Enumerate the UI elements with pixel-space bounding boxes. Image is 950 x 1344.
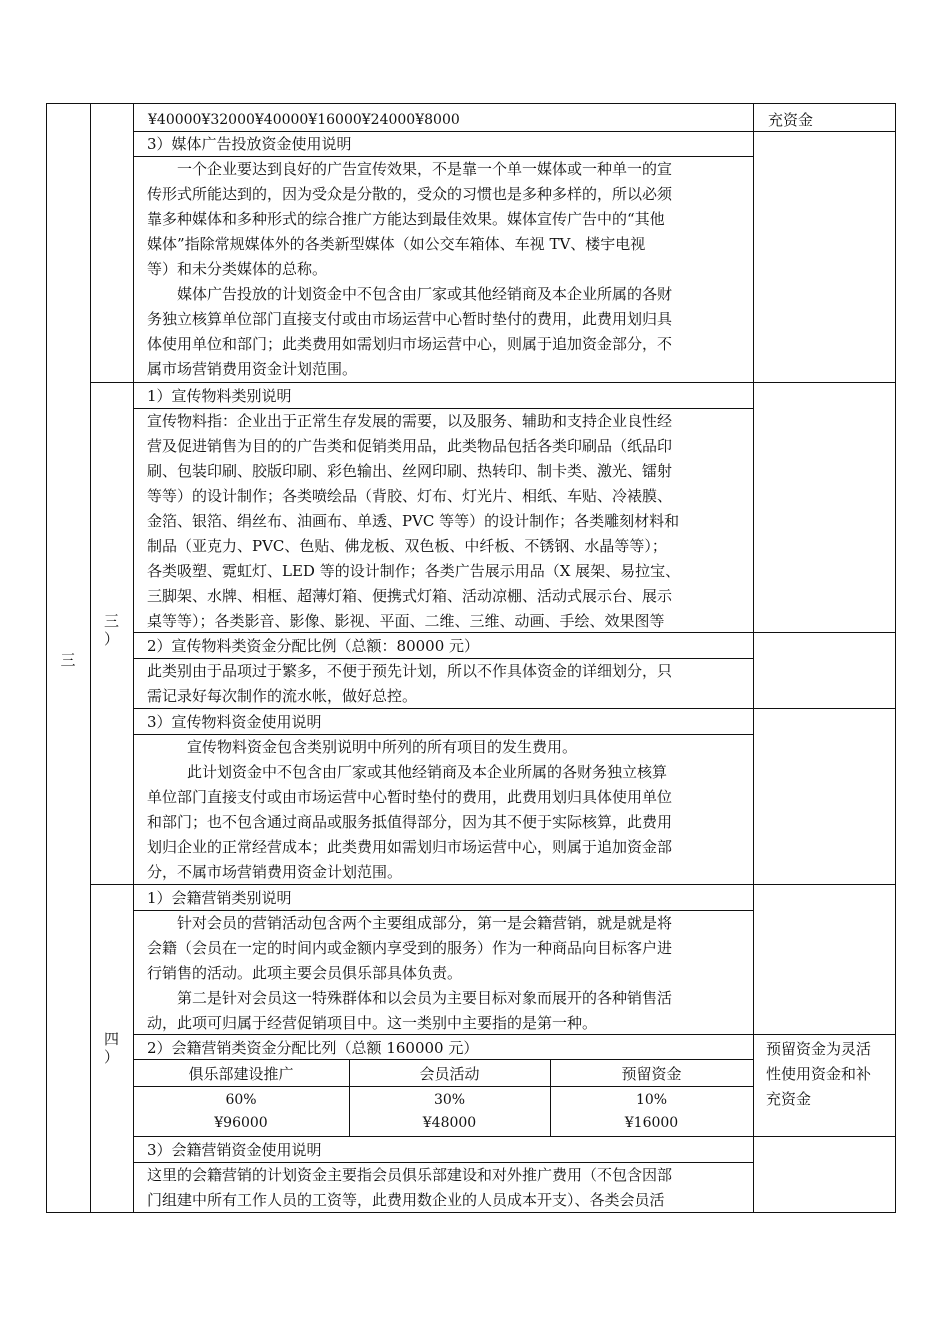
paragraph-block	[147, 409, 680, 634]
text-line: 此类别由于品项过于繁多，不便于预先计划，所以不作具体资金的详细划分，只	[147, 662, 673, 680]
text-line: 会籍（会员在一定的时间内或金额内享受到的服务）作为一种商品向目标客户进	[147, 939, 673, 957]
remark-line: 充资金	[766, 1090, 812, 1108]
subtable-percent: 10%	[635, 1092, 668, 1108]
section-heading: 1）宣传物料类别说明	[147, 387, 292, 405]
text-line: 针对会员的营销活动包含两个主要组成部分，第一是会籍营销，就是就是将	[177, 914, 673, 932]
section-4-label	[90, 1030, 133, 1066]
label-char: 三 ）	[103, 612, 119, 648]
subtable-amount: ¥48000	[422, 1115, 477, 1131]
text-line: 单位部门直接支付或由市场运营中心暂时垫付的费用，此费用划归具体使用单位	[147, 788, 673, 806]
subtable-header: 预留资金	[621, 1065, 682, 1083]
remark-block	[766, 1037, 871, 1112]
section-heading: 3）宣传物料资金使用说明	[147, 713, 322, 731]
paragraph-block	[147, 1163, 672, 1213]
remark-line: 预留资金为灵活	[766, 1040, 872, 1058]
text-line: 分，不属市场营销费用资金计划范围。	[147, 863, 403, 881]
text-line: 刷、包装印刷、胶版印刷、彩色输出、丝网印刷、热转印、制卡类、激光、镭射	[147, 462, 673, 480]
row-divider	[133, 1136, 896, 1137]
paragraph-block	[147, 735, 672, 885]
remark-fragment: 充资金	[768, 111, 814, 129]
text-line: 等等）的设计制作；各类喷绘品（背胶、灯布、灯光片、相纸、车贴、冷裱膜、	[147, 487, 673, 505]
subtable-percent: 60%	[225, 1092, 257, 1108]
outer-section-label: 三	[60, 651, 76, 669]
text-line: 这里的会籍营销的计划资金主要指会员俱乐部建设和对外推广费用（不包含因部	[147, 1166, 673, 1184]
text-line: 和部门；也不包含通过商品或服务抵值得部分，因为其不便于实际核算，此费用	[147, 813, 673, 831]
text-line: 靠多种媒体和多种形式的综合推广方能达到最佳效果。媒体宣传广告中的“其他	[147, 210, 665, 228]
text-line: 一个企业要达到良好的广告宣传效果，不是靠一个单一媒体或一种单一的宣	[177, 160, 673, 178]
section-divider	[90, 382, 896, 383]
remark-line: 性使用资金和补	[766, 1065, 872, 1083]
subtable-amount: ¥96000	[214, 1115, 268, 1131]
text-line: 体使用单位和部门；此类费用如需划归市场运营中心，则属于追加资金部分，不	[147, 335, 673, 353]
paragraph-block	[147, 659, 672, 709]
paragraph-block	[147, 911, 672, 1036]
text-line: 各类吸塑、霓虹灯、LED 等的设计制作；各类广告展示用品（X 展架、易拉宝、	[147, 562, 681, 580]
text-line: 媒体”指除常规媒体外的各类新型媒体（如公交车箱体、车视 TV、楼宇电视	[147, 235, 646, 253]
text-line: 动，此项可归属于经营促销项目中。这一类别中主要指的是第一种。	[147, 1014, 598, 1032]
text-line: 门组建中所有工作人员的工资等，此费用数企业的人员成本开支）、各类会员活	[147, 1191, 665, 1209]
text-line: 宣传物料资金包含类别说明中所列的所有项目的发生费用。	[187, 738, 578, 756]
text-line: 行销售的活动。此项主要会员俱乐部具体负责。	[147, 964, 463, 982]
text-line: 营及促进销售为目的的广告类和促销类用品，此类物品包括各类印刷品（纸品印	[147, 437, 673, 455]
text-line: 划归企业的正常经营成本；此类费用如需划归市场运营中心，则属于追加资金部	[147, 838, 673, 856]
text-line: 此计划资金中不包含由厂家或其他经销商及本企业所属的各财务独立核算	[187, 763, 668, 781]
text-line: 第二是针对会员这一特殊群体和以会员为主要目标对象而展开的各种销售活	[177, 989, 673, 1007]
paragraph-block	[147, 157, 672, 382]
text-line: 等）和未分类媒体的总称。	[147, 260, 328, 278]
column-divider	[753, 103, 754, 1213]
text-line: 金箔、银箔、绢丝布、油画布、单透、PVC 等等）的设计制作；各类雕刻材料和	[147, 512, 680, 530]
section-heading: 2）宣传物料类资金分配比例（总额：80000 元）	[147, 637, 480, 655]
subtable-percent: 30%	[433, 1092, 466, 1108]
section-heading: 2）会籍营销类资金分配比列（总额 160000 元）	[147, 1039, 479, 1057]
text-line: 务独立核算单位部门直接支付或由市场运营中心暂时垫付的费用，此费用划归具	[147, 310, 673, 328]
text-line: 传形式所能达到的，因为受众是分散的，受众的习惯也是多种多样的，所以必须	[147, 185, 673, 203]
text-line: 媒体广告投放的计划资金中不包含由厂家或其他经销商及本企业所属的各财	[177, 285, 673, 303]
subtable-header: 俱乐部建设推广	[188, 1065, 294, 1083]
section-heading: 1）会籍营销类别说明	[147, 889, 292, 907]
section-3-label	[90, 612, 133, 648]
text-line: 属市场营销费用资金计划范围。	[147, 360, 358, 378]
subtable-amount: ¥16000	[624, 1115, 679, 1131]
table-top-border	[46, 103, 896, 104]
section-heading: 3）会籍营销资金使用说明	[147, 1141, 322, 1159]
subtable-header: 会员活动	[419, 1065, 480, 1083]
text-line: 需记录好每次制作的流水帐，做好总控。	[147, 687, 418, 705]
label-char: 四 ）	[103, 1030, 119, 1066]
section-heading: 3）媒体广告投放资金使用说明	[147, 135, 352, 153]
amounts-line: ¥40000¥32000¥40000¥16000¥24000¥8000	[148, 112, 460, 128]
table-right-border	[895, 103, 896, 1213]
text-line: 三脚架、水牌、相框、超薄灯箱、便携式灯箱、活动凉棚、活动式展示台、展示	[147, 587, 673, 605]
text-line: 桌等等）；各类影音、影像、影视、平面、二维、三维、动画、手绘、效果图等	[147, 612, 665, 630]
text-line: 宣传物料指：企业出于正常生存发展的需要，以及服务、辅助和支持企业良性经	[147, 412, 673, 430]
text-line: 制品（亚克力、PVC、色贴、佛龙板、双色板、中纤板、不锈钢、水晶等等）；	[147, 537, 667, 555]
